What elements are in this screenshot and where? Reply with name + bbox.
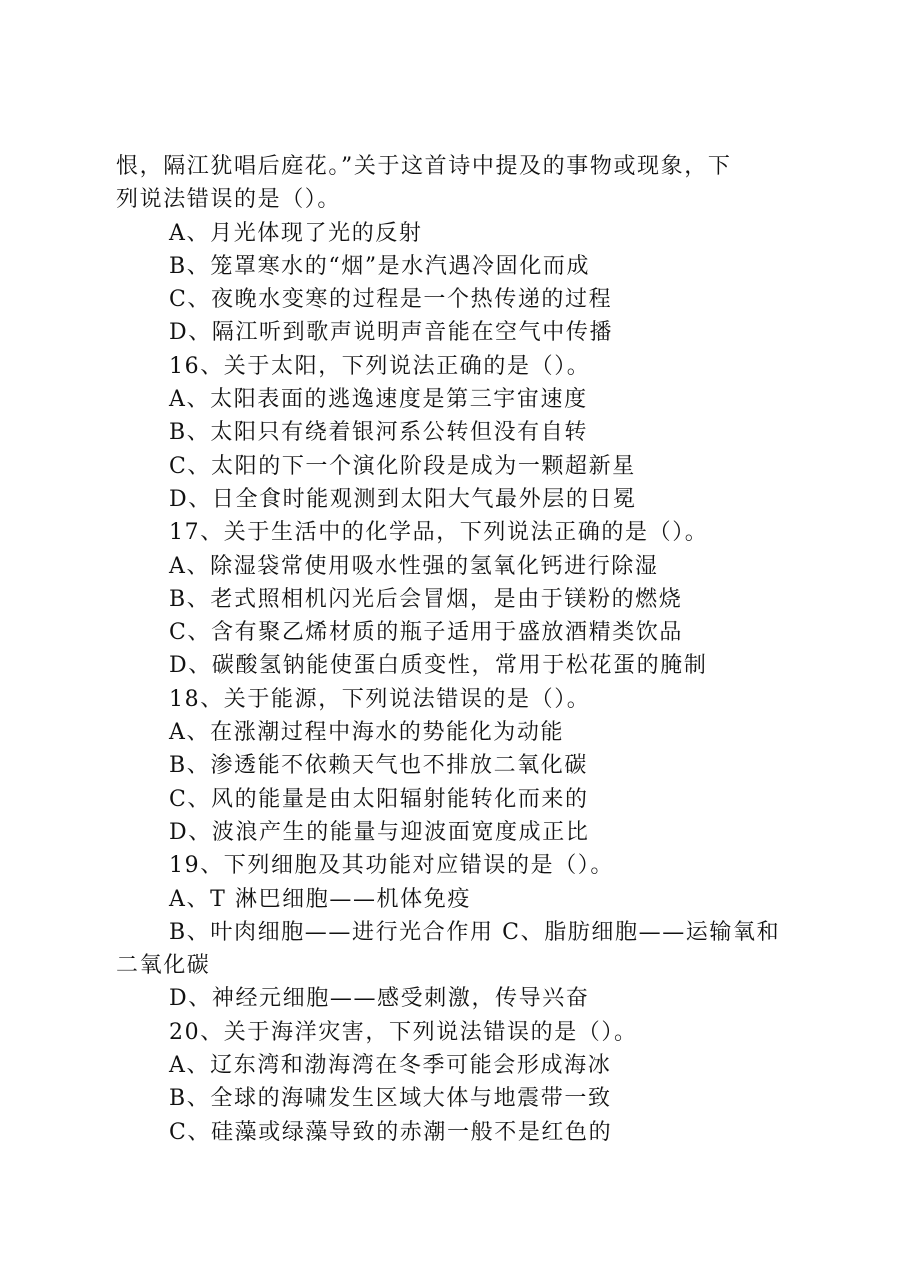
option-line: A、太阳表面的逃逸速度是第三宇宙速度 (169, 387, 588, 413)
option-line: C、硅藻或绿藻导致的赤潮一般不是红色的 (169, 1119, 613, 1145)
option-line: C、含有聚乙烯材质的瓶子适用于盛放酒精类饮品 (169, 620, 684, 646)
option-line: C、风的能量是由太阳辐射能转化而来的 (169, 786, 589, 812)
question-line: 16、关于太阳，下列说法正确的是（）。 (169, 353, 591, 379)
question-line: 19、下列细胞及其功能对应错误的是（）。 (169, 853, 614, 879)
option-line: A、月光体现了光的反射 (169, 220, 423, 246)
option-line: A、T 淋巴细胞——机体免疫 (169, 886, 471, 912)
document-body (116, 150, 799, 1149)
option-line: C、夜晚水变寒的过程是一个热传递的过程 (169, 287, 613, 313)
option-line: A、在涨潮过程中海水的势能化为动能 (169, 720, 565, 746)
question-line: 20、关于海洋灾害，下列说法错误的是（）。 (169, 1019, 638, 1045)
option-line: D、日全食时能观测到太阳大气最外层的日冕 (169, 486, 637, 512)
option-line: B、全球的海啸发生区域大体与地震带一致 (169, 1086, 612, 1112)
question-line: 18、关于能源，下列说法错误的是（）。 (169, 686, 591, 712)
option-line: B、叶肉细胞——进行光合作用 C、脂肪细胞——运输氧和 (169, 919, 781, 945)
option-line: B、太阳只有绕着银河系公转但没有自转 (169, 420, 588, 446)
option-line: D、神经元细胞——感受刺激，传导兴奋 (169, 986, 590, 1012)
option-line: B、渗透能不依赖天气也不排放二氧化碳 (169, 753, 588, 779)
option-line: D、隔江听到歌声说明声音能在空气中传播 (169, 320, 614, 346)
question-line: 17、关于生活中的化学品，下列说法正确的是（）。 (169, 520, 709, 546)
text-line: 恨，隔江犹唱后庭花。”关于这首诗中提及的事物或现象，下 (116, 154, 732, 179)
option-line: A、除湿袋常使用吸水性强的氢氧化钙进行除湿 (169, 553, 659, 579)
option-line: B、老式照相机闪光后会冒烟，是由于镁粉的燃烧 (169, 586, 683, 612)
option-line: C、太阳的下一个演化阶段是成为一颗超新星 (169, 453, 636, 479)
text-line: 列说法错误的是（）。 (116, 187, 342, 213)
option-line: B、笼罩寒水的“烟”是水汽遇冷固化而成 (169, 253, 591, 279)
option-line: D、碳酸氢钠能使蛋白质变性，常用于松花蛋的腌制 (169, 653, 708, 679)
text-line: 二氧化碳 (116, 953, 211, 979)
option-line: D、波浪产生的能量与迎波面宽度成正比 (169, 819, 590, 845)
option-line: A、辽东湾和渤海湾在冬季可能会形成海冰 (169, 1053, 612, 1079)
